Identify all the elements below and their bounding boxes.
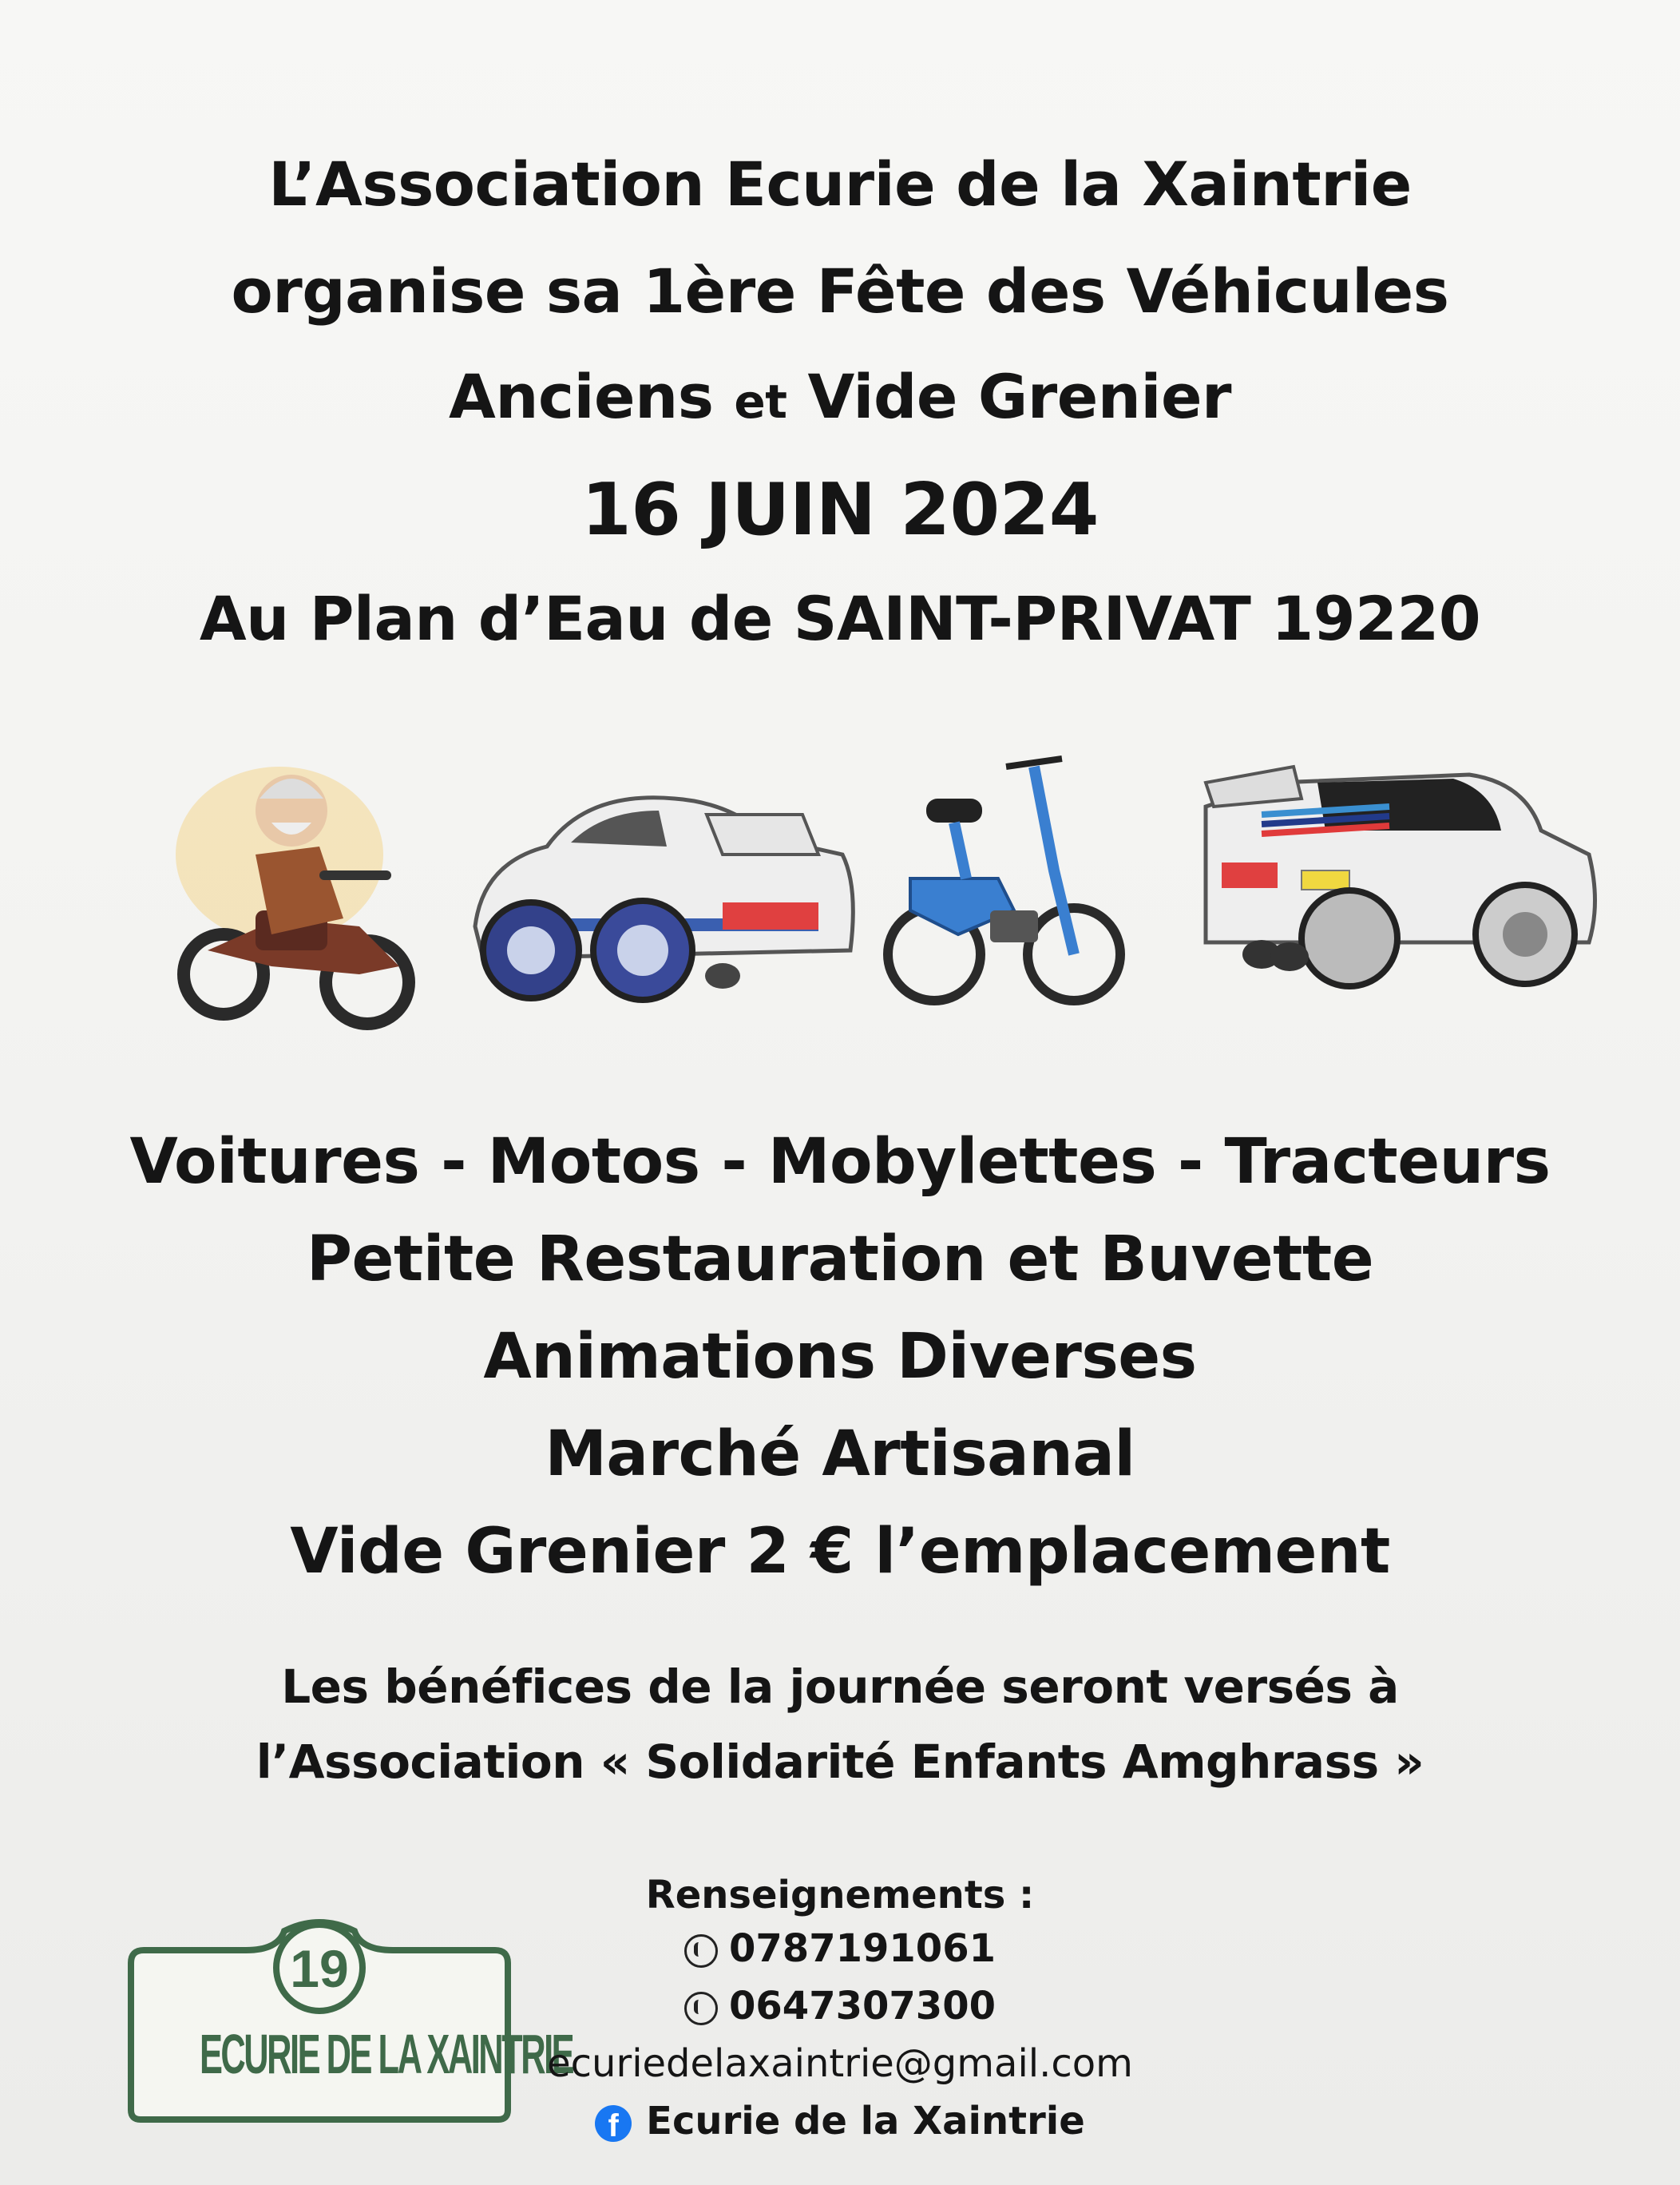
benefits-line-1: Les bénéfices de la journée seront versés à [281,1660,1399,1714]
benefits-line-2: l’Association « Solidarité Enfants Amghrass » [256,1735,1424,1789]
header-line-1: L’Association Ecurie de la Xaintrie [268,149,1412,220]
header-line-3-a: Anciens [449,361,714,432]
logo-text: ECURIE DE LA XAINTRIE [199,2023,573,2085]
contact-facebook[interactable] [0,2099,1680,2143]
activity-vehicle-types: Voitures - Motos - Mobylettes - Tracteurs [129,1126,1551,1198]
activity-food: Petite Restauration et Buvette [306,1223,1374,1295]
motorcycle-rider-illustration [160,735,431,1030]
activity-vide-grenier: Vide Grenier 2 € l’emplacement [290,1516,1390,1588]
phone-icon [684,1992,718,2025]
event-date: 16 JUIN 2024 [581,468,1099,552]
contact-phone-2 [0,1984,1680,2028]
event-location: Au Plan d’Eau de SAINT-PRIVAT 19220 [199,583,1481,654]
bmw-illustration [1190,743,1605,998]
contact-phone-1 [0,1926,1680,1971]
facebook-page-name: Ecurie de la Xaintrie [646,2099,1085,2143]
activity-market: Marché Artisanal [545,1418,1135,1490]
contact-email[interactable]: ecuriedelaxaintrie@gmail.com [547,2041,1133,2086]
logo-number: 19 [290,1939,349,1998]
porsche-illustration [467,767,866,1014]
header-line-3-et: et [734,375,787,429]
moped-illustration [878,751,1126,1014]
phone-icon [684,1934,718,1968]
header-line-3-b: Vide Grenier [807,361,1231,432]
header-line-2: organise sa 1ère Fête des Véhicules [231,256,1449,327]
phone-2-number: 0647307300 [729,1984,996,2028]
facebook-icon: f [595,2105,632,2142]
header-line-3 [0,361,1680,432]
contact-label: Renseignements : [645,1873,1035,1917]
activity-animations: Animations Diverses [483,1321,1197,1393]
phone-1-number: 0787191061 [729,1926,996,1971]
